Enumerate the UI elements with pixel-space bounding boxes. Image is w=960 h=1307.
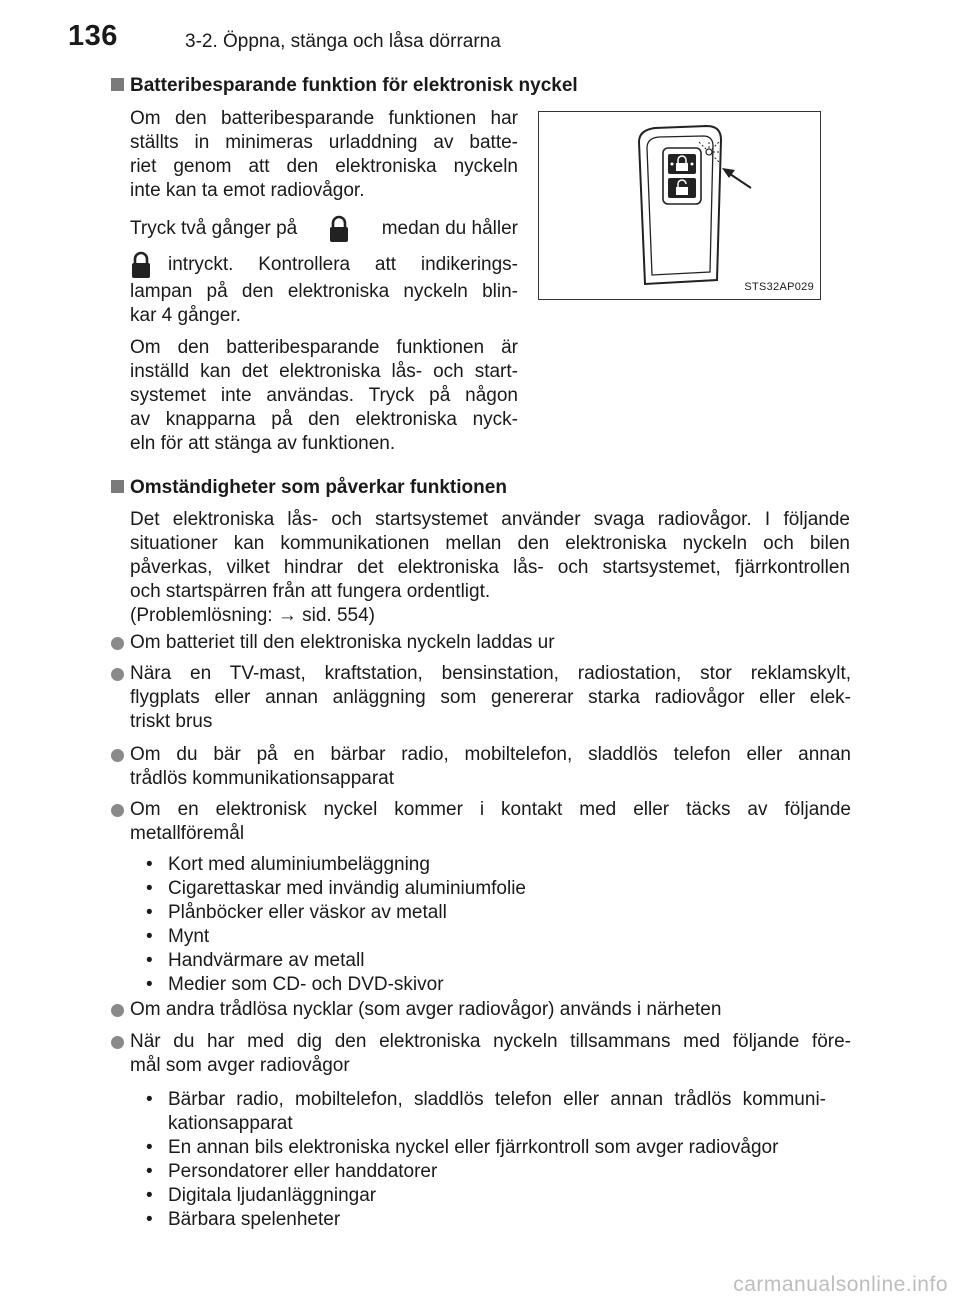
- sub-list-text: Kort med aluminiumbeläggning: [168, 854, 430, 875]
- paragraph-circumstances-intro: [130, 508, 850, 628]
- bullet-dot-icon: [111, 1004, 124, 1017]
- text-line: När du har med dig den elektroniska nyckeln tillsammans med följande före-: [130, 1031, 851, 1052]
- section-heading-text: Batteribesparande funktion för elektronisk nyckel: [130, 75, 578, 96]
- sub-list-text: En annan bils elektroniska nyckel eller fjärrkontroll som avger radiovågor: [168, 1137, 779, 1158]
- sub-list-text: kationsapparat: [168, 1113, 293, 1134]
- text-line: Om andra trådlösa nycklar (som avger radiovågor) används i närheten: [130, 999, 722, 1020]
- bullet-icon: •: [146, 926, 153, 947]
- lock-icon: [130, 251, 152, 279]
- instruction-continuation: [130, 280, 518, 328]
- text-line: lampan på den elektroniska nyckeln blin-: [130, 281, 518, 302]
- lock-icon: [328, 215, 350, 243]
- list-item: [111, 743, 851, 791]
- sub-list-text: Digitala ljudanläggningar: [168, 1185, 377, 1206]
- text-line: och startspärren från att fungera ordentligt.: [130, 581, 491, 602]
- text-line: Om den batteribesparande funktionen har: [130, 108, 518, 129]
- text-fragment: intryckt. Kontrollera att indikerings-: [168, 254, 518, 275]
- text-line: flygplats eller annan anläggning som genererar starka radiovågor eller elek-: [130, 687, 851, 708]
- text-line: Om du bär på en bärbar radio, mobiltelefon, sladdlös telefon eller annan: [130, 744, 851, 765]
- bullet-icon: •: [146, 902, 153, 923]
- text-line: kar 4 gånger.: [130, 305, 241, 326]
- section-heading-battery-saving: [111, 75, 578, 97]
- electronic-key-illustration: [539, 112, 819, 298]
- watermark: carmanualsonline.info: [733, 1273, 948, 1296]
- bullet-icon: •: [146, 1137, 153, 1158]
- bullet-dot-icon: [111, 1036, 124, 1049]
- bullet-icon: •: [146, 854, 153, 875]
- text-line: Nära en TV-mast, kraftstation, bensinstation, radiostation, stor reklamskylt,: [130, 663, 851, 684]
- text-line: av knapparna på den elektroniska nyck-: [130, 409, 518, 430]
- text-fragment: Tryck två gånger på: [130, 218, 298, 239]
- bullet-icon: •: [146, 878, 153, 899]
- bullet-dot-icon: [111, 749, 124, 762]
- square-marker-icon: [111, 480, 124, 493]
- list-item: [111, 631, 851, 655]
- paragraph-battery-saving-off: [130, 336, 518, 456]
- section-heading-text: Omständigheter som påverkar funktionen: [130, 477, 507, 498]
- instruction-line-1: [130, 216, 518, 242]
- page-reference: [130, 604, 850, 628]
- sub-list-text: Bärbara spelenheter: [168, 1209, 341, 1230]
- bullet-dot-icon: [111, 637, 124, 650]
- text-line: riet genom att den elektroniska nyckeln: [130, 156, 518, 177]
- bullet-icon: •: [146, 1185, 153, 1206]
- figure-code: STS32AP029: [744, 281, 814, 293]
- paragraph-battery-saving-intro: [130, 107, 518, 203]
- page-number: 136: [68, 20, 118, 52]
- list-item: [111, 1030, 851, 1078]
- text-line: triskt brus: [130, 711, 213, 732]
- bullet-icon: •: [146, 1209, 153, 1230]
- square-marker-icon: [111, 78, 124, 91]
- bullet-dot-icon: [111, 668, 124, 681]
- text-line: eln för att stänga av funktionen.: [130, 433, 396, 454]
- bullet-icon: •: [146, 1089, 153, 1110]
- sub-list-text: Plånböcker eller väskor av metall: [168, 902, 447, 923]
- sub-list-text: Cigarettaskar med invändig aluminiumfolie: [168, 878, 527, 899]
- sub-list-text: Medier som CD- och DVD-skivor: [168, 974, 444, 995]
- bullet-icon: •: [146, 974, 153, 995]
- text-line: metallföremål: [130, 823, 245, 844]
- text-line: mål som avger radiovågor: [130, 1055, 350, 1076]
- arrow-icon: →: [277, 605, 297, 626]
- text-line: inställd kan det elektroniska lås- och start-: [130, 361, 518, 382]
- list-item: [111, 662, 851, 734]
- bullet-icon: •: [146, 1161, 153, 1182]
- sub-list-text: Bärbar radio, mobiltelefon, sladdlös telefon eller annan trådlös kommuni-: [168, 1089, 826, 1110]
- instruction-line-2: [130, 252, 518, 278]
- text-line: situationer kan kommunikationen mellan den elektroniska nyckeln och bilen: [130, 533, 850, 554]
- sub-list-text: Handvärmare av metall: [168, 950, 365, 971]
- text-fragment: (Problemlösning:: [130, 605, 278, 626]
- sub-list-text: Persondatorer eller handdatorer: [168, 1161, 438, 1182]
- text-line: Om en elektronisk nyckel kommer i kontakt med eller täcks av följande: [130, 799, 851, 820]
- sub-list-item: [146, 1088, 826, 1136]
- text-line: trådlös kommunikationsapparat: [130, 768, 395, 789]
- section-heading-circumstances: [111, 477, 507, 499]
- text-fragment: medan du håller: [381, 218, 518, 239]
- list-item: [111, 798, 851, 846]
- chapter-title: 3-2. Öppna, stänga och låsa dörrarna: [185, 31, 501, 52]
- text-line: påverkas, vilket hindrar det elektroniska lås- och startsystemet, fjärrkontrollen: [130, 557, 850, 578]
- sub-list-text: Mynt: [168, 926, 210, 947]
- list-item: [111, 998, 851, 1022]
- text-line: Om den batteribesparande funktionen är: [130, 337, 518, 358]
- bullet-icon: •: [146, 950, 153, 971]
- text-line: ställts in minimeras urladdning av batte-: [130, 132, 518, 153]
- text-fragment: sid. 554): [296, 605, 375, 626]
- text-line: systemet inte användas. Tryck på någon: [130, 385, 518, 406]
- bullet-dot-icon: [111, 804, 124, 817]
- text-line: Om batteriet till den elektroniska nyckeln laddas ur: [130, 632, 555, 653]
- text-line: Det elektroniska lås- och startsystemet använder svaga radiovågor. I följande: [130, 509, 850, 530]
- key-figure: [538, 111, 821, 300]
- text-line: inte kan ta emot radiovågor.: [130, 180, 365, 201]
